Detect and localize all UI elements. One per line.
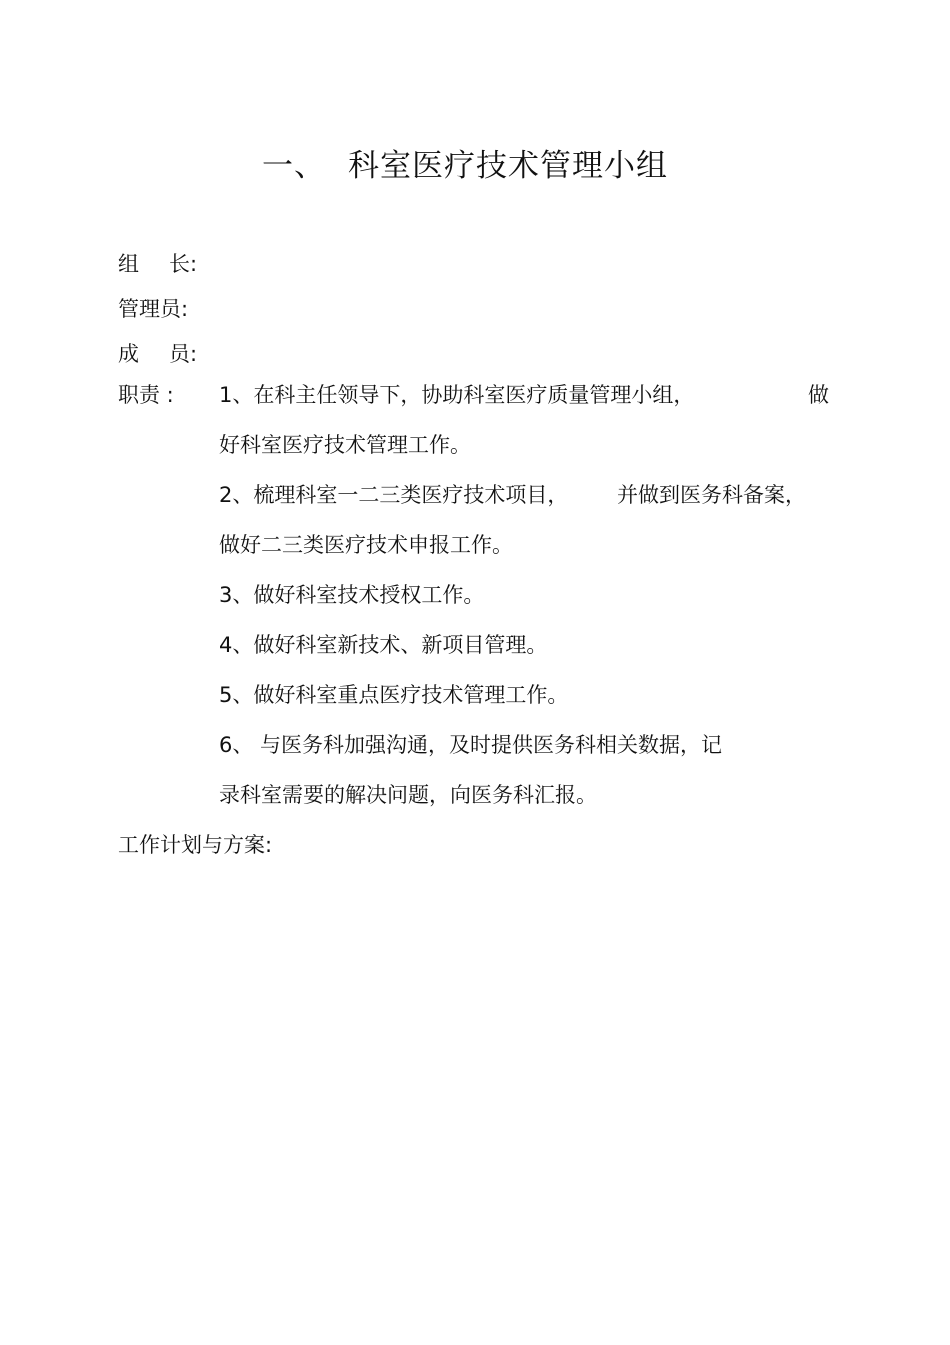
duty-item-2-line-1-end: 并做到医务科备案，	[617, 483, 806, 507]
duty-item-3: 3、做好科室技术授权工作。	[219, 583, 485, 607]
duty-item-1-line-1-end: 做	[808, 383, 829, 407]
members-label-b: 员:	[169, 342, 198, 366]
section-title-text: 科室医疗技术管理小组	[348, 148, 668, 184]
duties-label-b: 责 :	[139, 383, 174, 407]
manager-label: 管理员:	[118, 297, 189, 321]
section-number: 一、	[262, 148, 326, 184]
leader-field	[118, 248, 197, 278]
duty-item-5: 5、做好科室重点医疗技术管理工作。	[219, 683, 569, 707]
duty-item-4: 4、做好科室新技术、新项目管理。	[219, 633, 548, 657]
manager-field	[118, 293, 188, 323]
duty-item-6-line-2: 录科室需要的解决问题，向医务科汇报。	[219, 783, 597, 807]
members-label-a: 成	[118, 342, 139, 366]
duties-label-a: 职	[118, 383, 139, 407]
duty-item-1-line-1: 1、在科主任领导下，协助科室医疗质量管理小组，	[219, 383, 695, 407]
work-plan-label: 工作计划与方案:	[118, 833, 273, 857]
leader-label-a: 组	[118, 252, 139, 276]
duty-item-2-line-2: 做好二三类医疗技术申报工作。	[219, 533, 513, 557]
duty-item-2-line-1: 2、梳理科室一二三类医疗技术项目，	[219, 483, 569, 507]
members-field	[118, 338, 197, 368]
section-title	[262, 140, 668, 185]
duty-item-6-line-1: 6、 与医务科加强沟通，及时提供医务科相关数据，记	[219, 733, 723, 757]
duties-label	[118, 379, 174, 409]
leader-label-b: 长:	[169, 252, 198, 276]
duty-item-1-line-2: 好科室医疗技术管理工作。	[219, 433, 471, 457]
